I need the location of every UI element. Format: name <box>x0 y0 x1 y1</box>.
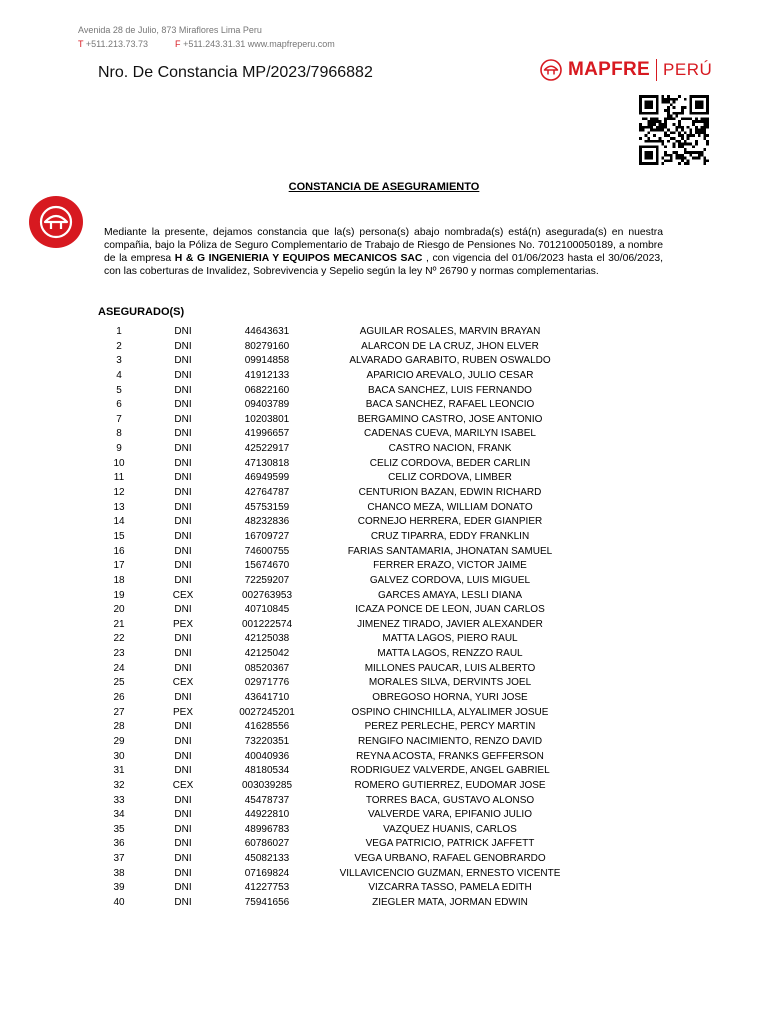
insured-heading: ASEGURADO(S) <box>98 306 185 318</box>
insured-name: OBREGOSO HORNA, YURI JOSE <box>372 692 528 704</box>
row-number: 11 <box>113 472 125 484</box>
document-number: 15674670 <box>244 560 290 572</box>
insured-row <box>0 574 768 589</box>
document-title: CONSTANCIA DE ASEGURAMIENTO <box>288 181 480 193</box>
insured-row <box>0 413 768 428</box>
document-type: DNI <box>174 692 192 704</box>
brand-divider <box>656 59 657 81</box>
insured-name: BACA SANCHEZ, RAFAEL LEONCIO <box>365 399 535 411</box>
address-line: Avenida 28 de Julio, 873 Miraflores Lima Peru <box>78 25 262 35</box>
document-number: 42125038 <box>244 633 290 645</box>
insured-row <box>0 340 768 355</box>
document-type: DNI <box>174 545 192 557</box>
insured-row <box>0 750 768 765</box>
insured-name: CHANCO MEZA, WILLIAM DONATO <box>367 501 533 513</box>
insured-row <box>0 720 768 735</box>
insured-row <box>0 603 768 618</box>
row-number: 8 <box>116 428 122 440</box>
insured-name: APARICIO AREVALO, JULIO CESAR <box>366 369 534 381</box>
insured-row <box>0 545 768 560</box>
document-type: DNI <box>174 633 192 645</box>
document-type: DNI <box>174 501 192 513</box>
row-number: 31 <box>113 765 125 777</box>
insured-name: CORNEJO HERRERA, EDER GIANPIER <box>357 516 543 528</box>
insured-row <box>0 486 768 501</box>
phone-number: +511.213.73.73 <box>85 39 149 49</box>
row-number: 6 <box>116 399 122 411</box>
qr-code-icon <box>638 95 710 165</box>
insured-name: GALVEZ CORDOVA, LUIS MIGUEL <box>369 574 531 586</box>
document-number: 001222574 <box>241 618 293 630</box>
row-number: 27 <box>113 706 125 718</box>
row-number: 5 <box>116 384 122 396</box>
document-type: DNI <box>174 399 192 411</box>
document-number: 44922810 <box>244 809 290 821</box>
document-type: DNI <box>174 838 192 850</box>
row-number: 24 <box>113 662 125 674</box>
document-number: 45478737 <box>244 794 290 806</box>
document-number: 40040936 <box>244 750 290 762</box>
row-number: 35 <box>113 823 125 835</box>
insured-row <box>0 794 768 809</box>
document-type: DNI <box>174 867 192 879</box>
document-number: 002763953 <box>241 589 293 601</box>
insured-name: BERGAMINO CASTRO, JOSE ANTONIO <box>357 413 543 425</box>
document-type: DNI <box>174 443 192 455</box>
row-number: 18 <box>113 574 125 586</box>
document-number: 41912133 <box>244 369 290 381</box>
insured-row <box>0 706 768 721</box>
document-number: 45753159 <box>244 501 290 513</box>
document-number: 16709727 <box>244 530 290 542</box>
insured-name: ROMERO GUTIERREZ, EUDOMAR JOSE <box>354 779 546 791</box>
insured-name: TORRES BACA, GUSTAVO ALONSO <box>365 794 535 806</box>
insured-row <box>0 559 768 574</box>
document-number: 42764787 <box>244 487 290 499</box>
document-type: DNI <box>174 457 192 469</box>
document-number: 09914858 <box>244 355 290 367</box>
document-type: DNI <box>174 530 192 542</box>
insured-row <box>0 852 768 867</box>
insured-name: ZIEGLER MATA, JORMAN EDWIN <box>372 896 528 908</box>
row-number: 40 <box>113 896 125 908</box>
document-number: 06822160 <box>244 384 290 396</box>
insured-name: CELIZ CORDOVA, LIMBER <box>388 472 512 484</box>
document-type: DNI <box>174 735 192 747</box>
mapfre-brand-logo <box>540 58 712 82</box>
document-type: DNI <box>174 896 192 908</box>
document-type: DNI <box>174 326 192 337</box>
contact-line <box>78 37 335 51</box>
document-type: CEX <box>172 589 194 601</box>
document-number: 08520367 <box>244 662 290 674</box>
document-type: CEX <box>172 677 194 689</box>
document-type: DNI <box>174 413 192 425</box>
insured-row <box>0 589 768 604</box>
insured-row <box>0 896 768 911</box>
document-number: 0027245201 <box>239 706 295 718</box>
document-number: 48180534 <box>244 765 290 777</box>
document-type: DNI <box>174 487 192 499</box>
insured-name: MORALES SILVA, DERVINTS JOEL <box>368 677 532 689</box>
row-number: 19 <box>113 589 125 601</box>
document-number: 42125042 <box>244 648 290 660</box>
document-number: 43641710 <box>244 692 290 704</box>
document-type: DNI <box>174 384 192 396</box>
row-number: 7 <box>116 413 122 425</box>
row-number: 3 <box>116 355 122 367</box>
document-type: DNI <box>174 662 192 674</box>
document-type: DNI <box>174 604 192 616</box>
row-number: 22 <box>113 633 125 645</box>
insured-name: VAZQUEZ HUANIS, CARLOS <box>383 823 517 835</box>
row-number: 10 <box>113 457 125 469</box>
document-number: 80279160 <box>244 340 290 352</box>
document-number: 60786027 <box>244 838 290 850</box>
document-type: DNI <box>174 472 192 484</box>
document-type: DNI <box>174 853 192 865</box>
row-number: 14 <box>113 516 125 528</box>
document-number: 72259207 <box>244 574 290 586</box>
insured-row <box>0 471 768 486</box>
row-number: 25 <box>113 677 125 689</box>
document-type: DNI <box>174 765 192 777</box>
document-number: 40710845 <box>244 604 290 616</box>
insured-row <box>0 369 768 384</box>
insured-row <box>0 881 768 896</box>
fax-label: F <box>175 39 181 49</box>
document-number: 41628556 <box>244 721 290 733</box>
insured-name: CADENAS CUEVA, MARILYN ISABEL <box>364 428 536 440</box>
row-number: 13 <box>113 501 125 513</box>
row-number: 37 <box>113 853 125 865</box>
insured-name: ICAZA PONCE DE LEON, JUAN CARLOS <box>355 604 545 616</box>
document-type: DNI <box>174 750 192 762</box>
document-type: DNI <box>174 340 192 352</box>
insured-name: JIMENEZ TIRADO, JAVIER ALEXANDER <box>357 618 543 630</box>
document-type: PEX <box>172 706 193 718</box>
document-number: 44643631 <box>244 326 290 337</box>
row-number: 38 <box>113 867 125 879</box>
insured-name: GARCES AMAYA, LESLI DIANA <box>377 589 523 601</box>
document-number: 48996783 <box>244 823 290 835</box>
document-number: 45082133 <box>244 853 290 865</box>
document-number: 09403789 <box>244 399 290 411</box>
row-number: 4 <box>116 369 122 381</box>
document-type: DNI <box>174 560 192 572</box>
row-number: 12 <box>113 487 125 499</box>
insured-name: BACA SANCHEZ, LUIS FERNANDO <box>368 384 532 396</box>
insured-name: ALARCON DE LA CRUZ, JHON ELVER <box>361 340 539 352</box>
insured-row <box>0 384 768 399</box>
document-type: DNI <box>174 428 192 440</box>
row-number: 20 <box>113 604 125 616</box>
row-number: 28 <box>113 721 125 733</box>
insured-row <box>0 427 768 442</box>
phone-label: T <box>78 39 84 49</box>
insured-name: RENGIFO NACIMIENTO, RENZO DAVID <box>357 735 543 747</box>
constancia-number: Nro. De Constancia MP/2023/7966882 <box>98 64 373 81</box>
insured-name: CRUZ TIPARRA, EDDY FRANKLIN <box>370 530 530 542</box>
insured-row <box>0 647 768 662</box>
document-type: DNI <box>174 794 192 806</box>
insured-name: VILLAVICENCIO GUZMAN, ERNESTO VICENTE <box>339 867 561 879</box>
row-number: 23 <box>113 648 125 660</box>
row-number: 21 <box>113 618 125 630</box>
document-type: DNI <box>174 516 192 528</box>
insured-row <box>0 442 768 457</box>
document-number: 74600755 <box>244 545 290 557</box>
mapfre-seal-icon <box>29 196 83 248</box>
insured-name: VEGA PATRICIO, PATRICK JAFFETT <box>365 838 535 850</box>
row-number: 17 <box>113 560 125 572</box>
document-number: 47130818 <box>244 457 290 469</box>
insured-name: MATTA LAGOS, PIERO RAUL <box>382 633 518 645</box>
mapfre-emblem-icon <box>540 59 562 81</box>
insured-row <box>0 530 768 545</box>
document-number: 02971776 <box>244 677 290 689</box>
insured-row <box>0 398 768 413</box>
insured-name: CASTRO NACION, FRANK <box>388 443 512 455</box>
declaration-paragraph <box>104 226 663 278</box>
insured-row <box>0 457 768 472</box>
row-number: 32 <box>113 779 125 791</box>
insured-row <box>0 662 768 677</box>
insured-name: AGUILAR ROSALES, MARVIN BRAYAN <box>359 326 541 337</box>
document-type: DNI <box>174 574 192 586</box>
insured-name: CELIZ CORDOVA, BEDER CARLIN <box>369 457 531 469</box>
insured-row <box>0 354 768 369</box>
document-type: PEX <box>172 618 193 630</box>
insured-row <box>0 325 768 340</box>
document-number: 41996657 <box>244 428 290 440</box>
insured-name: ALVARADO GARABITO, RUBEN OSWALDO <box>349 355 551 367</box>
insured-row <box>0 808 768 823</box>
insured-row <box>0 632 768 647</box>
row-number: 2 <box>116 340 122 352</box>
row-number: 30 <box>113 750 125 762</box>
row-number: 16 <box>113 545 125 557</box>
insured-row <box>0 779 768 794</box>
brand-name: MAPFRE <box>568 59 651 80</box>
insured-name: CENTURION BAZAN, EDWIN RICHARD <box>358 487 542 499</box>
row-number: 15 <box>113 530 125 542</box>
fax-and-website: +511.243.31.31 www.mapfreperu.com <box>183 39 335 49</box>
insured-name: REYNA ACOSTA, FRANKS GEFFERSON <box>356 750 544 762</box>
insured-row <box>0 764 768 779</box>
document-number: 003039285 <box>241 779 293 791</box>
document-number: 75941656 <box>244 896 290 908</box>
row-number: 34 <box>113 809 125 821</box>
document-type: DNI <box>174 355 192 367</box>
row-number: 29 <box>113 735 125 747</box>
row-number: 9 <box>116 443 122 455</box>
document-number: 10203801 <box>244 413 290 425</box>
document-number: 46949599 <box>244 472 290 484</box>
paragraph-coverage: , con vigencia del 01/06/2023 hasta el 30/06/2023, con las coberturas de Invalidez, Sobrevivencia y Sepelio según la ley Nº 26790 y normas complementarias. <box>104 253 664 277</box>
insured-name: FARIAS SANTAMARIA, JHONATAN SAMUEL <box>347 545 553 557</box>
insured-row <box>0 618 768 633</box>
document-type: DNI <box>174 882 192 894</box>
insured-row <box>0 867 768 882</box>
row-number: 33 <box>113 794 125 806</box>
document-number: 73220351 <box>244 735 290 747</box>
document-number: 41227753 <box>244 882 290 894</box>
document-number: 48232836 <box>244 516 290 528</box>
row-number: 26 <box>113 692 125 704</box>
document-type: DNI <box>174 721 192 733</box>
insured-name: VALVERDE VARA, EPIFANIO JULIO <box>368 809 532 821</box>
insured-row <box>0 501 768 516</box>
insured-list <box>0 325 768 911</box>
insured-row <box>0 515 768 530</box>
insured-row <box>0 691 768 706</box>
insured-name: PEREZ PERLECHE, PERCY MARTIN <box>364 721 536 733</box>
insured-name: MATTA LAGOS, RENZZO RAUL <box>377 648 523 660</box>
document-number: 42522917 <box>244 443 290 455</box>
insured-row <box>0 735 768 750</box>
company-address-block <box>78 23 335 51</box>
insured-name: VIZCARRA TASSO, PAMELA EDITH <box>368 882 532 894</box>
insured-row <box>0 837 768 852</box>
insured-name: RODRIGUEZ VALVERDE, ANGEL GABRIEL <box>350 765 550 777</box>
row-number: 36 <box>113 838 125 850</box>
document-type: DNI <box>174 648 192 660</box>
insured-name: VEGA URBANO, RAFAEL GENOBRARDO <box>354 853 546 865</box>
insured-name: MILLONES PAUCAR, LUIS ALBERTO <box>364 662 536 674</box>
document-type: CEX <box>172 779 194 791</box>
document-type: DNI <box>174 369 192 381</box>
insured-row <box>0 823 768 838</box>
company-name: H & G INGENIERIA Y EQUIPOS MECANICOS SAC <box>174 253 423 264</box>
row-number: 1 <box>116 326 122 337</box>
insured-row <box>0 676 768 691</box>
paragraph-intro: Mediante la presente, dejamos constancia que la(s) persona(s) abajo nombrada(s) está(n) asegurada(s) en nuestra compañia, bajo la Póliza de Seguro Complementario de Trabajo de Riesgo de Pensiones No. 7012100050189, a nombre de la empresa <box>104 227 663 264</box>
brand-country: PERÚ <box>663 60 713 79</box>
insured-name: OSPINO CHINCHILLA, ALYALIMER JOSUE <box>351 706 549 718</box>
document-type: DNI <box>174 823 192 835</box>
insured-name: FERRER ERAZO, VICTOR JAIME <box>373 560 527 572</box>
document-number: 07169824 <box>244 867 290 879</box>
row-number: 39 <box>113 882 125 894</box>
document-type: DNI <box>174 809 192 821</box>
